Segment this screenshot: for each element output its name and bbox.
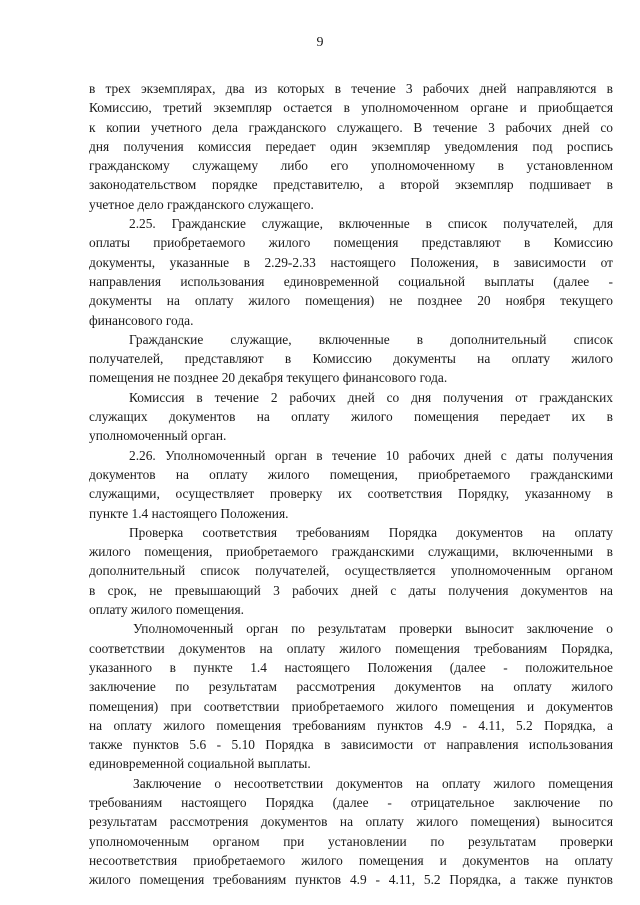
text-line: жилого помещения, приобретаемого гражданскими служащими, включенными в xyxy=(89,544,613,560)
text-line: несоответствия приобретаемого жилого помещения и документов на оплату xyxy=(89,852,613,868)
text-line: на оплату жилого помещения требованиям пунктов 4.9 - 4.11, 5.2 Порядка, а xyxy=(89,717,613,733)
text-line: законодательством порядке представителю, а второй экземпляр подшивает в xyxy=(89,177,613,193)
text-line: Проверка соответствия требованиям Порядка документов на оплату xyxy=(129,524,613,540)
text-line: в срок, не превышающий 3 рабочих дней с даты получения документов на xyxy=(89,582,613,598)
text-line: помещения) при соответствии приобретаемого жилого помещения и документов xyxy=(89,698,613,714)
text-line: служащих документов на оплату жилого помещения передает их в xyxy=(89,409,613,425)
text-line: в трех экземплярах, два из которых в течение 3 рабочих дней направляются в xyxy=(89,81,613,96)
text-line: оплату жилого помещения. xyxy=(89,602,244,618)
text-line: также пунктов 5.6 - 5.10 Порядка в зависимости от направления использования xyxy=(89,737,613,753)
text-line: дополнительный список получателей, осуществляется уполномоченным органом xyxy=(89,563,613,579)
text-line: документы, указанные в 2.29-2.33 настоящего Положения, в зависимости от xyxy=(89,254,613,270)
text-line: результатам рассмотрения документов на оплату жилого помещения) выносится xyxy=(89,814,613,830)
text-line: заключение по результатам рассмотрения документов на оплату жилого xyxy=(89,679,613,695)
text-line: оплаты приобретаемого жилого помещения представляют в Комиссию xyxy=(89,235,613,251)
text-line: 2.25. Гражданские служащие, включенные в список получателей, для xyxy=(129,216,613,232)
text-line: Гражданские служащие, включенные в дополнительный список xyxy=(129,331,613,347)
text-line: жилого помещения требованиям пунктов 4.9 - 4.11, 5.2 Порядка, а также пунктов xyxy=(89,872,613,888)
page-number: 9 xyxy=(316,35,324,50)
text-line: финансового года. xyxy=(89,312,194,328)
text-line: дня получения комиссия передает один экземпляр уведомления под роспись xyxy=(89,138,613,154)
text-line: 2.26. Уполномоченный орган в течение 10 рабочих дней с даты получения xyxy=(129,447,613,463)
text-line: получателей, представляют в Комиссию документы на оплату жилого xyxy=(89,351,613,367)
text-line: документов на оплату жилого помещения, приобретаемого гражданскими xyxy=(89,466,613,482)
text-line: указанного в пункте 1.4 настоящего Положения (далее - положительное xyxy=(89,659,613,675)
text-line: Уполномоченный орган по результатам проверки выносит заключение о xyxy=(133,621,613,637)
text-line: Комиссия в течение 2 рабочих дней со дня получения от гражданских xyxy=(129,389,613,405)
text-line: пункте 1.4 настоящего Положения. xyxy=(89,505,289,521)
text-line: направления использования единовременной социальной выплаты (далее - xyxy=(89,273,613,289)
text-line: гражданскому служащему либо его уполномоченному в установленном xyxy=(89,158,613,174)
text-line: учетное дело гражданского служащего. xyxy=(89,196,314,212)
text-line: Заключение о несоответствии документов на оплату жилого помещения xyxy=(133,775,613,791)
text-line: соответствии документов на оплату жилого помещения требованиям Порядка, xyxy=(89,640,613,656)
text-line: единовременной социальной выплаты. xyxy=(89,756,311,772)
text-line: служащими, осуществляет проверку их соответствия Порядку, указанному в xyxy=(89,486,613,502)
document-body xyxy=(89,79,613,889)
text-line: требованиям настоящего Порядка (далее - отрицательное заключение по xyxy=(89,794,613,810)
text-line: Комиссию, третий экземпляр остается в уполномоченном органе и приобщается xyxy=(89,100,613,116)
text-line: уполномоченным органом при установлении по результатам проверки xyxy=(89,833,613,849)
text-line: документы на оплату жилого помещения) не позднее 20 ноября текущего xyxy=(89,293,613,309)
text-line: к копии учетного дела гражданского служащего. В течение 3 рабочих дней со xyxy=(89,119,613,135)
text-line: помещения не позднее 20 декабря текущего финансового года. xyxy=(89,370,448,386)
text-line: уполномоченный орган. xyxy=(89,428,227,444)
